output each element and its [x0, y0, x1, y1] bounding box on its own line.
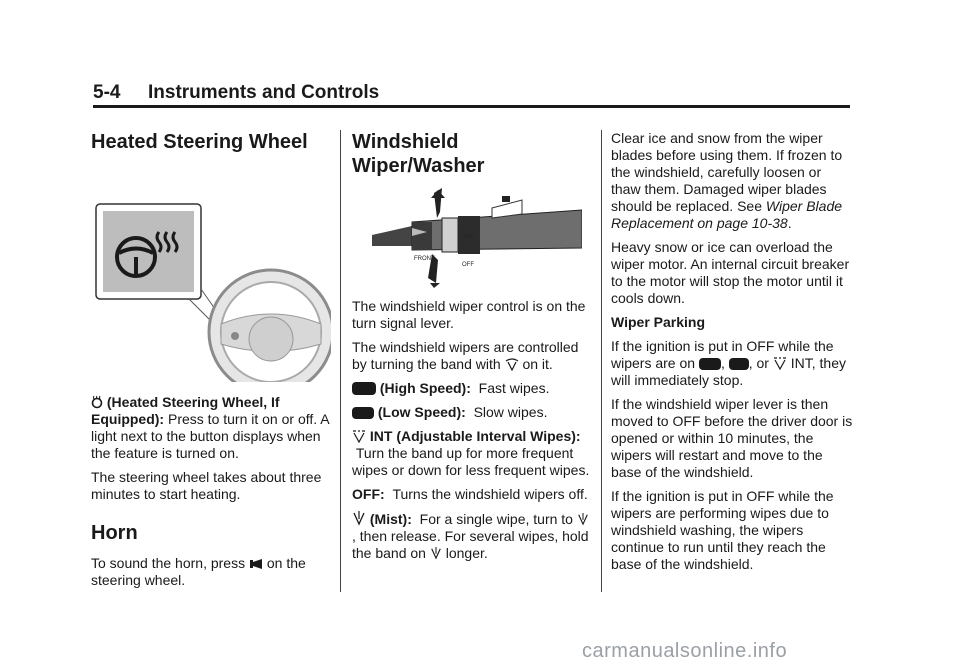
band-text-end: on it.: [522, 356, 553, 372]
high-speed-icon: [352, 382, 376, 395]
heated-steering-description: [91, 394, 336, 462]
page-header: [93, 82, 850, 106]
wiper-blade-reference[interactable]: Wiper Blade Replacement on page 10-38: [611, 198, 843, 231]
mist-text-start: For a single wipe, turn to: [419, 511, 573, 527]
low-speed-item: [352, 404, 592, 421]
horn-instructions: [91, 555, 336, 589]
low-speed-icon-inline: [729, 358, 749, 370]
column-heated-steering-horn: [91, 130, 336, 596]
mist-text-middle: , then release.: [352, 528, 441, 544]
column-divider-1: [340, 130, 341, 592]
horn-icon: [249, 558, 263, 570]
mist-text-hold: For several wipes, hold the band on: [352, 528, 589, 561]
lever-front-label: FRONT: [414, 256, 435, 262]
heated-steering-icon: [91, 395, 103, 409]
parking-text-3: If the ignition is put in OFF while the wipers are performing wipes due to windshield washing, the wipers continue to run until they reach the base of the windshield.: [611, 488, 834, 572]
page-number: 5-4: [93, 82, 121, 103]
parking-text-1: [611, 338, 854, 389]
high-speed-item: [352, 380, 592, 397]
header-rule: [93, 105, 850, 108]
column-wiper-washer: [352, 130, 592, 569]
off-label: OFF:: [352, 486, 385, 502]
watermark: carmanualsonline.info: [582, 640, 788, 662]
overload-text: Heavy snow or ice can overload the wiper motor. An internal circuit breaker to the motor will stop the motor until it cools down.: [611, 239, 850, 306]
ice-snow-body: Clear ice and snow from the wiper blades before using them. If frozen to the windshield, carefully loosen or thaw them. Damaged wiper blades should be replaced. See: [611, 130, 843, 214]
wiper-heading: Windshield Wiper/Washer: [352, 131, 485, 177]
wiper-icon: [505, 358, 519, 371]
low-speed-icon: [352, 407, 374, 419]
mist-item: [352, 510, 592, 562]
mist-icon-hold: [430, 546, 442, 560]
mist-text-end: longer.: [445, 545, 488, 561]
mist-icon: [352, 510, 366, 526]
band-text-start: The windshield wipers are controlled by turning the band with: [352, 339, 579, 372]
high-speed-label: (High Speed):: [379, 380, 471, 396]
horn-heading: Horn: [91, 522, 138, 544]
wiper-location-text: The windshield wiper control is on the turn signal lever.: [352, 298, 586, 331]
high-speed-text: Fast wipes.: [478, 380, 550, 396]
interval-item: [352, 428, 592, 479]
high-speed-icon-inline: [699, 358, 721, 370]
parking-sep-2: , or: [748, 355, 769, 371]
heated-steering-text: Press to turn it on or off. A light next to the button displays when the feature is turned on.: [91, 411, 329, 461]
heated-steering-label: (Heated Steering Wheel, If Equipped):: [91, 394, 280, 427]
section-title: Instruments and Controls: [148, 82, 380, 103]
mist-label: (Mist):: [369, 511, 412, 527]
off-text: Turns the windshield wipers off.: [392, 486, 588, 502]
mist-icon-inline: [577, 512, 589, 526]
low-speed-text: Slow wipes.: [473, 404, 548, 420]
interval-label: INT (Adjustable Interval Wipes):: [369, 428, 581, 444]
wiper-band-text: [352, 339, 592, 373]
column-divider-2: [601, 130, 602, 592]
wiper-lever-figure: [352, 188, 582, 288]
ice-snow-text: [611, 130, 854, 232]
parking-text-2: If the windshield wiper lever is then moved to OFF before the driver door is opened or within 10 minutes, the wipers will restart and move to the base of the windshield.: [611, 396, 853, 480]
heated-steering-timing: The steering wheel takes about three minutes to start heating.: [91, 469, 322, 502]
ice-snow-end: .: [787, 215, 792, 231]
low-speed-label: (Low Speed):: [377, 404, 466, 420]
interval-wiper-icon-inline: [773, 356, 787, 370]
wiper-parking-heading: Wiper Parking: [611, 314, 706, 330]
parking-text-start: If the ignition is put in OFF while the wipers are on: [611, 338, 834, 371]
parking-sep-1: ,: [720, 355, 725, 371]
interval-text: Turn the band up for more frequent wipes or down for less frequent wipes.: [352, 445, 590, 478]
off-item: [352, 486, 592, 503]
lever-int-label: INT: [464, 234, 474, 240]
lever-off-label: OFF: [462, 262, 474, 268]
heated-steering-wheel-figure: [91, 164, 331, 382]
horn-text-end: on the steering wheel.: [91, 555, 306, 588]
heated-steering-heading: Heated Steering Wheel: [91, 131, 308, 153]
horn-text-start: To sound the horn, press: [91, 555, 246, 571]
parking-text-end: INT, they will immediately stop.: [611, 355, 846, 388]
interval-wiper-icon: [352, 429, 366, 443]
column-wiper-notes: [611, 130, 854, 580]
